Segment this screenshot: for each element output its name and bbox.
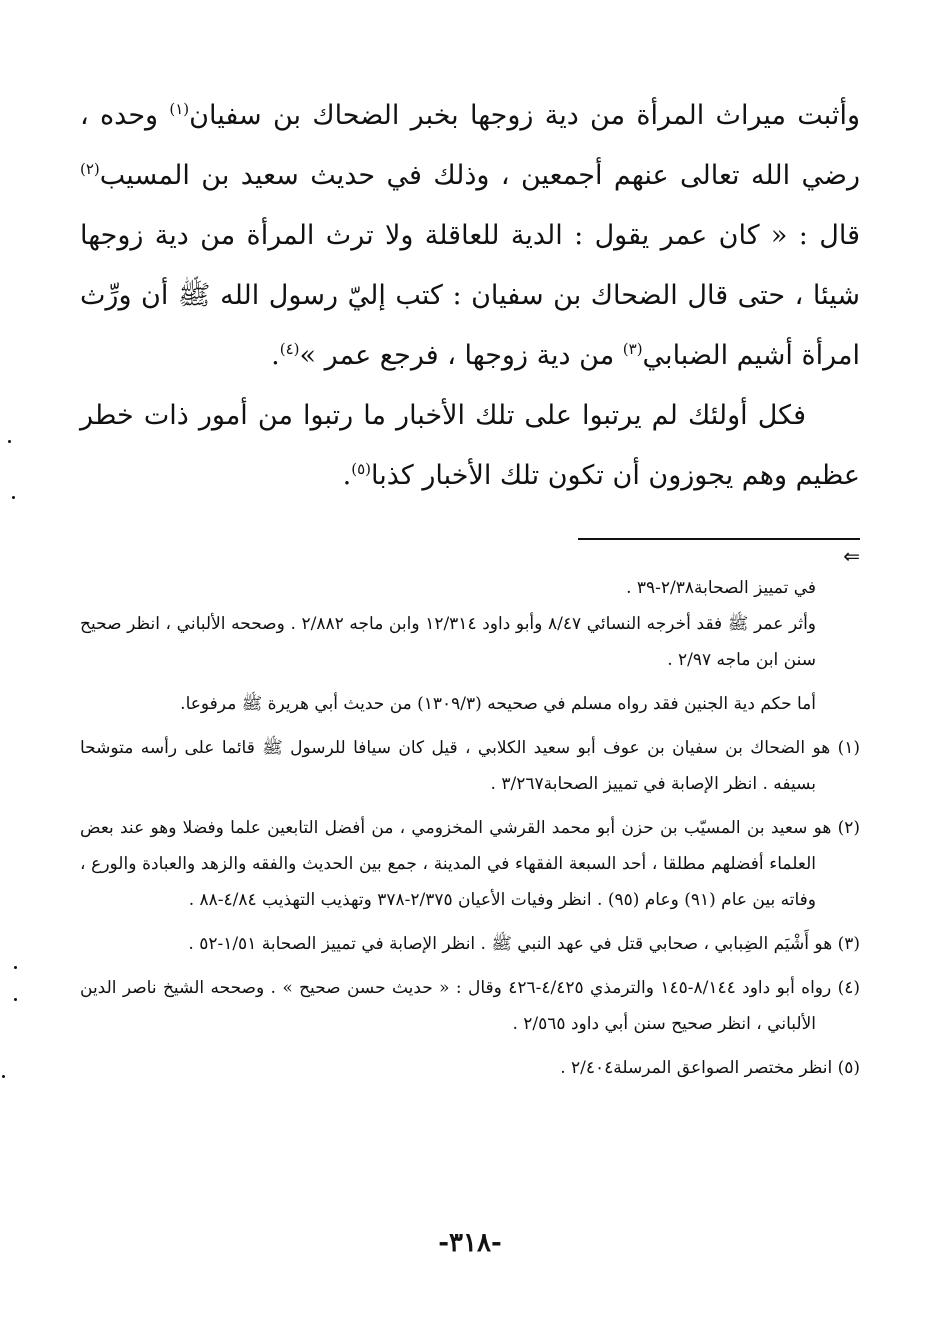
footnote: (٤) رواه أبو داود ٨/١٤٤-١٤٥ والترمذي ٤/٤٢٥-٤٢٦ وقال : « حديث حسن صحيح » . وصححه الشيخ ناصر الدين الألباني ، انظر صحيح سنن أبي داود ٢/٥٦٥ .: [80, 978, 861, 1034]
text-segment: وأثبت ميراث المرأة من دية زوجها بخبر الضحاك بن سفيان: [189, 100, 860, 131]
footnote-marker: (١): [169, 100, 190, 118]
footnote-separator: [578, 538, 860, 540]
text-segment: قال : « كان عمر يقول : الدية للعاقلة ولا ترث المرأة من دية زوجها شيئا ، حتى قال الضحاك بن سفيان : كتب إليّ رسول الله ﷺ أن ورِّث امرأة أشيم الضبابي: [80, 220, 860, 371]
footnote: (٢) هو سعيد بن المسيّب بن حزن أبو محمد القرشي المخزومي ، من أفضل التابعين علما وفضلا وهو عند بعض العلماء أفضلهم مطلقا ، أحد السبعة الفقهاء في المدينة ، جمع بين الحديث والفقه والزهد والعبادة والورع ، وفاته بين عام (٩١) وعام (٩٥) . انظر وفيات الأعيان ٢/٣٧٥-٣٧٨ وتهذيب التهذيب ٤/٨٤-٨٨ .: [80, 818, 860, 910]
main-paragraph: [80, 86, 860, 386]
continuation-arrow-icon: ⇐: [843, 544, 860, 568]
footnote-continuation: في تمييز الصحابة٢/٣٨-٣٩ .: [626, 578, 816, 598]
scan-speck: [8, 440, 11, 443]
text-segment: وحده ، رضي الله تعالى عنهم أجمعين ، وذلك في حديث سعيد بن المسيب: [80, 100, 860, 191]
text-segment: فكل أولئك لم يرتبوا على تلك الأخبار ما رتبوا من أمور ذات خطر عظيم وهم يجوزون أن تكون تلك الأخبار كذبا: [80, 400, 860, 491]
scan-speck: [14, 998, 17, 1001]
footnote-marker: (٤): [279, 340, 300, 358]
scan-speck: [2, 1075, 5, 1078]
text-segment: من دية زوجها ، فرجع عمر »: [299, 340, 623, 371]
footnotes: [80, 570, 860, 1086]
scan-speck: [14, 966, 17, 969]
text-segment: .: [342, 460, 352, 491]
footnote: (١) هو الضحاك بن سفيان بن عوف أبو سعيد الكلابي ، قيل كان سيافا للرسول ﷺ قائما على رأسه متوشحا بسيفه . انظر الإصابة في تمييز الصحابة٣/٢٦٧ .: [80, 738, 860, 794]
footnote-marker: (٣): [622, 340, 643, 358]
footnote-continuation: أما حكم دية الجنين فقد رواه مسلم في صحيحه (١٣٠٩/٣) من حديث أبي هريرة ﷺ مرفوعا.: [180, 694, 816, 714]
footnote-marker: (٥): [351, 460, 371, 478]
footnote-continuation: وأثر عمر ﷺ فقد أخرجه النسائي ٨/٤٧ وأبو داود ١٢/٣١٤ وابن ماجه ٢/٨٨٢ . وصححه الألباني ، انظر صحيح سنن ابن ماجه ٢/٩٧ .: [80, 614, 817, 670]
footnote-marker: (٢): [80, 160, 100, 178]
page-number: -٣١٨-: [438, 1228, 502, 1258]
main-paragraph: [80, 386, 860, 506]
scan-speck: [12, 496, 15, 499]
footnote: (٣) هو أَشْيَم الضِبابي ، صحابي قتل في عهد النبي ﷺ . انظر الإصابة في تمييز الصحابة ١/٥١-٥٢ .: [188, 934, 860, 954]
main-text: [80, 86, 860, 506]
footnote: (٥) انظر مختصر الصواعق المرسلة٢/٤٠٤ .: [560, 1058, 860, 1078]
text-segment: .: [271, 340, 280, 371]
